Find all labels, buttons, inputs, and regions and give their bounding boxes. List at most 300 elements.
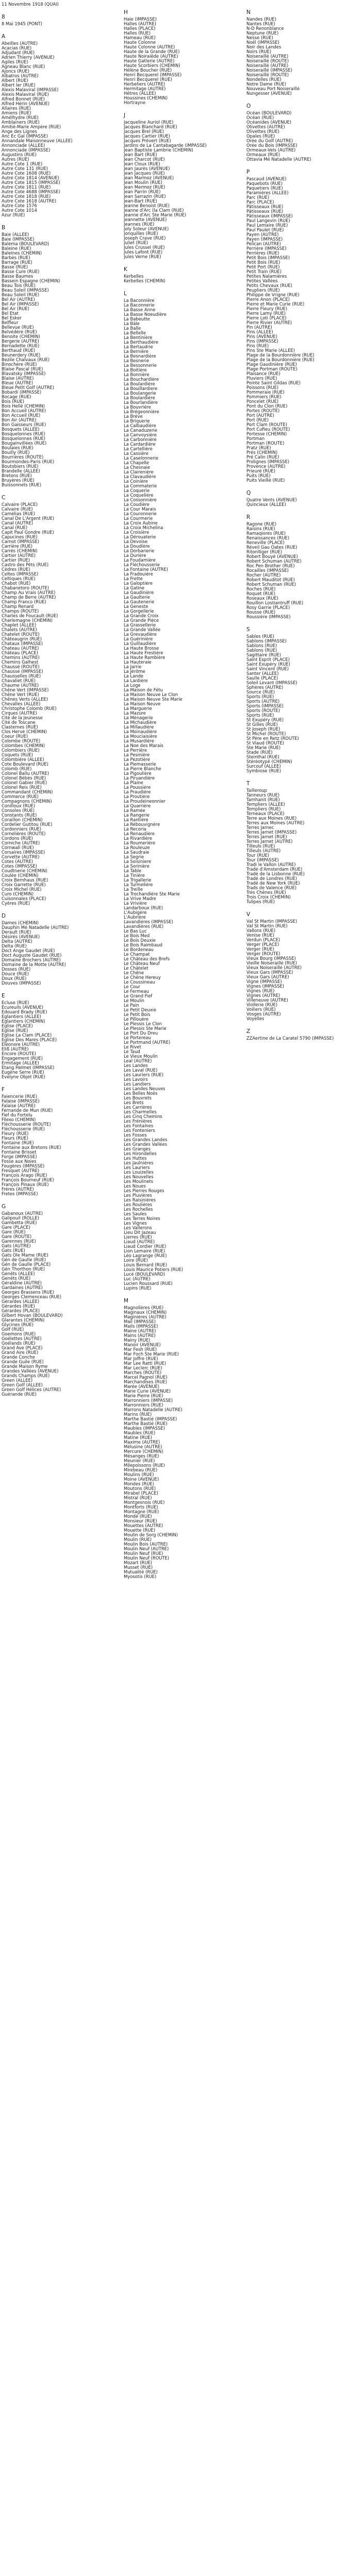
street-list-item[interactable]: Berthaud (RUE) [2,348,36,353]
street-list-item[interactable]: Amblainers (RUE) [2,120,40,125]
street-list-item[interactable]: Manoir (AVENUE) [124,1343,161,1347]
street-list-item[interactable]: Albert (RUE) [2,78,28,83]
street-list-item[interactable]: Charles de Foucault (RUE) [2,614,58,618]
street-list-item[interactable]: Bezile Chalvaux (RUE) [2,358,50,362]
street-list-item[interactable]: Blaise Pascal (RUE) [2,367,43,371]
street-list-item[interactable]: Les Vignes [124,1221,147,1226]
street-list-item[interactable]: Champ de Berre (AUTRE) [2,595,56,600]
street-list-item[interactable]: Sablons (RUE) [246,648,277,653]
street-list-item[interactable]: Coudtnerie (CHEMIN) [2,869,47,873]
street-list-item[interactable]: Fléchousserie (ROUTE) [2,1122,51,1127]
street-list-item[interactable]: Bocage (RUE) [2,395,31,399]
street-list-item[interactable]: Calvaire (PLACE) [2,502,38,507]
street-list-item[interactable]: Consoles (RUE) [2,808,35,813]
street-list-item[interactable]: Agiles (RUE) [2,60,28,64]
street-list-item[interactable]: Plage Portman (ROUTE) [246,367,297,371]
street-list-item[interactable]: La Berthaudière [124,340,159,345]
street-list-item[interactable]: Alexis Malaviral (RUE) [2,92,49,97]
street-list-item[interactable]: Les Nouvelles [124,1175,154,1179]
street-list-item[interactable]: Alfred Bonnet (RUE) [2,97,45,101]
street-list-item[interactable]: Marcel Pagnol (RUE) [124,1375,168,1380]
street-list-item[interactable]: Le Portmand (AUTRE) [124,1040,171,1045]
street-list-item[interactable]: Saint Vincent (RUE) [246,667,289,671]
street-list-item[interactable]: Jean Baptiste Lambrie (CHEMIN) [124,148,193,152]
street-list-item[interactable]: Vosges (AUTRE) [246,1012,281,1016]
street-list-item[interactable]: Stade (RUE) [246,750,273,755]
street-list-item[interactable]: Domaine de la Motte (AUTRE) [2,962,66,967]
street-list-item[interactable]: Champ Renard [2,604,34,609]
street-list-item[interactable]: Compagnons (CHEMIN) [2,799,52,804]
street-list-item[interactable]: Nouveau Port Noiseraillé [246,87,300,91]
street-list-item[interactable]: Celtes (IMPASSE) [2,572,39,577]
street-list-item[interactable]: Adjudant (RUE) [2,50,35,55]
street-list-item[interactable]: Pommiers (RUE) [246,395,281,399]
street-list-item[interactable]: St Michel (ROUTE) [246,732,286,736]
street-list-item[interactable]: Moulin (RUE) [124,1537,152,1542]
street-list-item[interactable]: Roquet (RUE) [246,591,276,596]
street-list-item[interactable]: Jean Jaurès (AVENUE) [124,166,170,171]
street-list-item[interactable]: Albert Ier (RUE) [2,83,36,88]
street-list-item[interactable]: Pommeraie (RUE) [246,390,285,395]
street-list-item[interactable]: Ajoncs (RUE) [2,69,29,74]
street-list-item[interactable]: Le Bordeneau [124,947,154,952]
street-list-item[interactable]: La Proudeineonnier [124,799,165,804]
street-list-item[interactable]: Annandale Maisonneuve (ALLÉE) [2,139,73,143]
street-list-item[interactable]: Marie Pierre (RUE) [124,1394,163,1398]
street-list-item[interactable]: Gats (AUTRE) [2,1244,31,1248]
street-list-item[interactable]: Autre Cote 4688 (IMPASSE) [2,190,60,194]
street-list-item[interactable]: Cirques (AUTRE) [2,711,37,716]
street-list-item[interactable]: Genêts (ALLÉE) [2,1272,35,1276]
street-list-item[interactable]: Houssines (CHEMIN) [124,96,168,100]
street-list-item[interactable]: St Exupéry (RUE) [246,718,284,722]
street-list-item[interactable]: La Perrière [124,748,147,753]
street-list-item[interactable]: Ormeaux-Veis (AUTRE) [246,148,296,152]
street-list-item[interactable]: Sables (RUE) [246,634,275,639]
street-list-item[interactable]: Chaplet (ALLÉE) [2,623,37,628]
street-list-item[interactable]: Portman (ROUTE) [246,441,285,446]
street-list-item[interactable]: Les Fosses [124,1133,147,1138]
street-list-item[interactable]: La Briquerie [124,419,150,423]
street-list-item[interactable]: Mail (IMPASSE) [124,1319,156,1324]
street-list-item[interactable]: La Cardardière [124,442,156,447]
street-list-item[interactable]: La Roumerière [124,841,155,845]
street-list-item[interactable]: La Caselonnerie [124,456,159,461]
street-list-item[interactable]: Jacques Blanchard (RUE) [124,125,177,129]
street-list-item[interactable]: Saint Exupéry (RUE) [246,662,290,667]
street-list-item[interactable]: Louis Maurice Potiers (RUE) [124,1267,184,1272]
street-list-item[interactable]: Loire (RUE) [124,1258,148,1263]
street-list-item[interactable]: Constants (RUE) [2,813,37,818]
street-list-item[interactable]: Cordons (RUE) [2,836,33,841]
street-list-item[interactable]: Mistral (RUE) [124,1496,152,1500]
street-list-item[interactable]: Désirés (AVENUE) [2,935,40,939]
street-list-item[interactable]: Hêtres (ALLÉE) [124,91,156,96]
street-list-item[interactable]: Bourmondes-Paris (RUE) [2,460,55,464]
street-list-item[interactable]: Montforts (RUE) [124,1505,158,1510]
street-list-item[interactable]: Mails (IMPASSE) [124,1324,158,1329]
street-list-item[interactable]: La Poussière [124,785,151,790]
street-list-item[interactable]: Paul Lemaire (RUE) [246,223,288,228]
street-list-item[interactable]: Mains (AUTRE) [124,1333,156,1338]
street-list-item[interactable]: Réveil Gau Oates (RUE) [246,545,297,550]
street-list-item[interactable]: La Jarrie [124,665,142,669]
street-list-item[interactable]: Boutobiers (RUE) [2,464,39,469]
street-list-item[interactable]: Chateau (AUTRE) [2,646,39,651]
street-list-item[interactable]: Jean Charcot (RUE) [124,157,165,162]
street-list-item[interactable]: Vignes (RUE) [246,989,275,993]
street-list-item[interactable]: Prieuré (RUE) [246,469,275,473]
street-list-item[interactable]: Noirs (RUE) [246,49,271,54]
street-list-item[interactable]: La Vrivière [124,901,147,906]
street-list-item[interactable]: La Boulangerie [124,391,156,396]
street-list-item[interactable]: Bouilly (RUE) [2,450,30,455]
street-list-item[interactable]: La Gautenerie [124,600,155,604]
street-list-item[interactable]: La Courmerie [124,516,153,521]
street-list-item[interactable]: Cote Boulevard (RUE) [2,762,48,767]
street-list-item[interactable]: Buissonnets (RUE) [2,483,42,487]
street-list-item[interactable]: Baleine (RUE) [2,246,31,251]
street-list-item[interactable]: Fleury (RUE) [2,1131,29,1136]
street-list-item[interactable]: Cartier (AUTRE) [2,553,36,558]
street-list-item[interactable]: Pelican (AUTRE) [246,242,281,246]
street-list-item[interactable]: Colombe (ROUTE) [2,739,41,743]
street-list-item[interactable]: Cartier (RUE) [2,558,30,563]
street-list-item[interactable]: Brandelle (ALLÉE) [2,469,40,473]
street-list-item[interactable]: La Croix Michelina [124,526,163,530]
street-list-item[interactable]: Liaud Cordier (RUE) [124,1244,167,1249]
street-list-item[interactable]: Plage de la Bourdonnière (RUE) [246,358,314,362]
street-list-item[interactable]: Moulin de Sorg (CHEMIN) [124,1533,178,1537]
street-list-item[interactable]: Jacques Brel (RUE) [124,129,164,134]
street-list-item[interactable]: Les Fontaines [124,1124,154,1128]
street-list-item[interactable]: Église (PLACE) [2,1024,33,1028]
street-list-item[interactable]: Provence (AUTRE) [246,464,286,469]
street-list-item[interactable]: Basse Baumes [2,274,34,279]
street-list-item[interactable]: Maubles (IMPASSE) [124,1426,165,1431]
street-list-item[interactable]: Portman [246,436,265,441]
street-list-item[interactable]: Le Château des Brefs [124,957,170,961]
street-list-item[interactable]: Pin (AUTRE) [246,325,272,330]
street-list-item[interactable]: Les Fonteniers [124,1128,155,1133]
street-list-item[interactable]: Ermitage (ALLÉE) [2,1061,39,1065]
street-list-item[interactable]: Philippe de Vrigne (RUE) [246,293,300,297]
street-list-item[interactable]: Milepoissons (RUE) [124,1463,165,1468]
street-list-item[interactable]: Pierre Lamy (RUE) [246,311,286,316]
street-list-item[interactable]: Val St Martin (IMPASSE) [246,919,297,924]
street-list-item[interactable]: Église Des Mares (PLACE) [2,1038,57,1042]
street-list-item[interactable]: Domaine Brochers (AUTRE) [2,958,61,962]
street-list-item[interactable]: Éléonore (AUTRE) [2,1042,40,1047]
street-list-item[interactable]: Binochère (RUE) [2,362,37,367]
street-list-item[interactable]: Le Vieux Moulin [124,1054,158,1059]
street-list-item[interactable]: Nondelles (RUE) [246,77,281,82]
street-list-item[interactable]: Marthe Bastié (RUE) [124,1421,168,1426]
street-list-item[interactable]: Bel Etat [2,311,19,316]
street-list-item[interactable]: La Gaulterie [124,595,151,600]
street-list-item[interactable]: Verger (RUE) [246,947,274,952]
street-list-item[interactable]: La Brève [124,414,143,419]
street-list-item[interactable]: Gérardes (ALLÉE) [2,1299,40,1304]
street-list-item[interactable]: Glycines (RUE) [2,1323,34,1327]
street-list-item[interactable]: Gare (PLACE) [2,1225,30,1230]
street-list-item[interactable]: Autre Cote 1576 [2,204,37,208]
street-list-item[interactable]: Genêts (RUE) [2,1276,31,1281]
street-list-item[interactable]: La Frette [124,577,143,581]
street-list-item[interactable]: La Bernière [124,349,148,354]
street-list-item[interactable]: Grande Guile (RUE) [2,1360,44,1364]
street-list-item[interactable]: Maginières (AUTRE) [124,1315,167,1319]
street-list-item[interactable]: Mar Lee Ratti (RUE) [124,1361,167,1366]
street-list-item[interactable]: Bosquelonnes (RUE) [2,436,46,441]
street-list-item[interactable]: Source (RUE) [246,690,275,694]
street-list-item[interactable]: Bergerie (AUTRE) [2,339,39,344]
street-list-item[interactable]: Terres Jarnet (IMPASSE) [246,830,297,835]
street-list-item[interactable]: Pierre et Marie Curie (RUE) [246,302,305,307]
street-list-item[interactable]: Fresquet (AUTRE) [2,1168,40,1173]
street-list-item[interactable]: Nungesser (AVENUE) [246,91,292,96]
street-list-item[interactable]: La Bouchardière [124,377,159,382]
street-list-item[interactable]: La Boulardière [124,382,155,386]
street-list-item[interactable]: Hélène Boucher (RUE) [124,68,172,73]
street-list-item[interactable]: Etang Helmet (IMPASSE) [2,1065,55,1070]
street-list-item[interactable]: La Basse Anne [124,308,156,312]
street-list-item[interactable]: Jules Verne (RUE) [124,255,161,259]
street-list-item[interactable]: Engagement (RUE) [2,1056,43,1061]
street-list-item[interactable]: Calvaire (RUE) [2,507,33,512]
street-list-item[interactable]: La Coinière [124,479,148,484]
street-list-item[interactable]: Barbès (RUE) [2,256,30,260]
street-list-item[interactable]: Croix Bernhaus (RUE) [2,878,48,883]
street-list-item[interactable]: La Foudamière [124,558,156,563]
street-list-item[interactable]: La Ménagerie [124,716,153,720]
street-list-item[interactable]: Lupins (RUE) [124,1286,152,1291]
street-list-item[interactable]: Payen (AUTRE) [246,232,279,237]
street-list-item[interactable]: La Mazure [124,711,146,716]
street-list-item[interactable]: Pascaud (AVENUE) [246,177,287,181]
street-list-item[interactable]: Les Landes Neuves [124,1087,165,1091]
street-list-item[interactable]: Cotes (IMPASSE) [2,864,37,869]
street-list-item[interactable]: Kerbelles (CHEMIN) [124,279,165,283]
street-list-item[interactable]: Bon Air (AUTRE) [2,418,37,422]
street-list-item[interactable]: Charlemagne (CHEMIN) [2,618,53,623]
street-list-item[interactable]: La Grevaudière [124,632,157,637]
street-list-item[interactable]: Tradi le Vallon (AUTRE) [246,862,296,867]
street-list-item[interactable]: La Clairenière [124,470,154,474]
street-list-item[interactable]: Eugène Serre (RUE) [2,1070,44,1075]
street-list-item[interactable]: Vignes (IMPASSE) [246,984,285,989]
street-list-item[interactable]: Les Bouvrets [124,1096,152,1100]
street-list-item[interactable]: Léo Lagrange (RUE) [124,1253,167,1258]
street-list-item[interactable]: Sablons (IMPASSE) [246,639,287,643]
street-list-item[interactable]: St Gilles (RUE) [246,722,278,727]
street-list-item[interactable]: Forge (IMPASSE) [2,1155,37,1159]
street-list-item[interactable]: Canal (AUTRE) [2,521,34,526]
street-list-item[interactable]: La Renaudière [124,832,155,836]
street-list-item[interactable]: Noiseraillé (ROUTE) [246,73,289,77]
street-list-item[interactable]: Édouard Brady (RUE) [2,1010,47,1014]
street-list-item[interactable]: Amiens (RUE) [2,111,31,115]
street-list-item[interactable]: La Fontaine (AUTRE) [124,567,168,572]
street-list-item[interactable]: Hermitage (AUTRE) [124,87,166,91]
street-list-item[interactable]: Chabot (RUE) [2,581,31,586]
street-list-item[interactable]: La Vrive Madre [124,896,156,901]
street-list-item[interactable]: Halles (RUE) [124,31,151,36]
street-list-item[interactable]: Notre Dame (RUE) [246,82,287,87]
street-list-item[interactable]: Gardaines (AUTRE) [2,1285,43,1290]
street-list-item[interactable]: La Cartellière [124,447,153,451]
street-list-item[interactable]: La Carbonnière [124,437,157,442]
street-list-item[interactable]: Evelyne Objet (RUE) [2,1075,45,1079]
street-list-item[interactable]: Alexis Malaviral (IMPASSE) [2,88,59,92]
street-list-item[interactable]: Autre Cote 1814 (AVENUE) [2,176,59,180]
street-list-item[interactable]: Villeneuve (AUTRE) [246,998,288,1003]
street-list-item[interactable]: Clasternes (RUE) [2,725,38,730]
street-list-item[interactable]: La Gatine [124,586,145,590]
street-list-item[interactable]: La Rangerie [124,813,150,818]
street-list-item[interactable]: St Viaud (ROUTE) [246,741,285,745]
street-list-item[interactable]: La Moinaudière [124,730,157,734]
street-list-item[interactable]: Haute Colonne (AUTRE) [124,45,175,49]
street-list-item[interactable]: Christophe Colomb (RUE) [2,706,57,711]
street-list-item[interactable]: La Commaterie [124,484,157,488]
street-list-item[interactable]: Grandes Vallées (AVENUE) [2,1369,59,1374]
street-list-item[interactable]: Tradé de Londres (RUE) [246,876,297,881]
street-list-item[interactable]: La Lardière [124,679,148,683]
street-list-item[interactable]: Chalets (AUTRE) [2,628,37,632]
street-list-item[interactable]: Pâtisseaux (RUE) [246,209,284,214]
street-list-item[interactable]: Mar Fesh (RUE) [124,1347,157,1352]
street-list-item[interactable]: Dauphin Mé Natadelle (AUTRE) [2,925,69,930]
street-list-item[interactable]: Les Belles Noës [124,1091,158,1096]
street-list-item[interactable]: Anc Ec Gal (IMPASSE) [2,134,48,139]
street-list-item[interactable]: Pierre Fleury (RUE) [246,307,288,311]
street-list-item[interactable]: Bel Air (IMPASSE) [2,302,39,307]
street-list-item[interactable]: Delta (RUE) [2,944,27,948]
street-list-item[interactable]: Galipouil (ROLLE) [2,1216,39,1221]
street-list-item[interactable]: Jonquilles (RUE) [124,231,158,236]
street-list-item[interactable]: Tilleuls (AUTRE) [246,849,281,853]
street-list-item[interactable]: N-D Renonblance [246,26,284,31]
street-list-item[interactable]: La Piemasserie [124,762,156,767]
street-list-item[interactable]: Lavandières (IMPASSE) [124,920,173,924]
street-list-item[interactable]: Mar Joffre (RUE) [124,1357,158,1361]
street-list-item[interactable]: La Boitière [124,368,147,372]
street-list-item[interactable]: La Besnardière [124,354,156,359]
street-list-item[interactable]: Jacqueline Auriol (RUE) [124,120,174,125]
street-list-item[interactable]: La Geneste [124,604,148,609]
street-list-item[interactable]: Georges Brassens (RUE) [2,1290,54,1295]
street-list-item[interactable]: Renaissances (RUE) [246,536,290,540]
street-list-item[interactable]: Cordelier Gutitou (RUE) [2,822,53,827]
street-list-item[interactable]: La Brégeonnière [124,410,159,414]
street-list-item[interactable]: Jean Cloux (RUE) [124,162,160,166]
street-list-item[interactable]: La Sorinière [124,864,150,869]
street-list-item[interactable]: Lierres (RUE) [124,1235,152,1240]
street-list-item[interactable]: La Haute Brosse [124,646,159,651]
street-list-item[interactable]: Rocailles (IMPASSE) [246,568,289,573]
street-list-item[interactable]: Les Granges [124,1147,151,1151]
street-list-item[interactable]: Autre Cote 131 (RUE) [2,166,48,171]
street-list-item[interactable]: Les Grandes Landes [124,1138,168,1142]
street-list-item[interactable]: Bretons (RUE) [2,473,32,478]
street-list-item[interactable]: Monsieur (RUE) [124,1519,157,1523]
street-list-item[interactable]: Prolignes (IMPASSE) [246,460,290,464]
street-list-item[interactable]: Ormeaux (RUE) [246,152,280,157]
street-list-item[interactable]: Dosses (RUE) [2,967,31,972]
street-list-item[interactable]: Musset (RUE) [124,1565,153,1570]
street-list-item[interactable]: La Couronnerie [124,512,157,516]
street-list-item[interactable]: Douves (IMPASSE) [2,981,41,986]
street-list-item[interactable]: Les Carrières [124,1105,152,1110]
street-list-item[interactable]: Robert Bouyé (AVENUE) [246,554,298,559]
street-list-item[interactable]: Autre Cote 1 (RUE) [2,162,43,166]
street-list-item[interactable]: Tanneurs (RUE) [246,793,280,798]
street-list-item[interactable]: Petit Bois (IMPASSE) [246,256,290,260]
street-list-item[interactable]: Pins Ste Marie (ALLÉE) [246,348,295,353]
street-list-item[interactable]: Autres (RUE) [2,157,29,162]
street-list-item[interactable]: La Canvoysière [124,433,157,437]
street-list-item[interactable]: La Rantière [124,818,148,822]
street-list-item[interactable]: Gén de Gaulle (RUE) [2,1258,46,1262]
street-list-item[interactable]: Henri Becquerel (IMPASSE) [124,73,182,77]
street-list-item[interactable]: La Saudraie [124,850,150,855]
street-list-item[interactable]: Le Taud [124,1049,140,1054]
street-list-item[interactable]: Le Pillouère [124,1017,149,1022]
street-list-item[interactable]: Bel Air (AUTRE) [2,297,35,302]
street-list-item[interactable]: Grande Conche [2,1355,35,1360]
street-list-item[interactable]: La Chapelle [124,461,150,465]
street-list-item[interactable]: La Galoptière [124,581,153,586]
street-list-item[interactable]: Abeilles (AUTRE) [2,41,38,46]
street-list-item[interactable]: Hortrayne [124,100,146,105]
street-list-item[interactable]: La Maison Neuve Le Clon [124,692,178,697]
street-list-item[interactable]: François Arago (RUE) [2,1173,47,1178]
street-list-item[interactable]: Filexo (CHEMIN) [2,1117,36,1122]
street-list-item[interactable]: Mondé (RUE) [124,1514,152,1519]
street-list-item[interactable]: La Bonnière [124,372,150,377]
street-list-item[interactable]: Corsaires (IMPASSE) [2,850,45,855]
street-list-item[interactable]: Le Château Neuf [124,961,160,966]
street-list-item[interactable]: Les Lauriers (RUE) [124,1073,163,1077]
street-list-item[interactable]: Gats (RUE) [2,1248,25,1253]
street-list-item[interactable]: Moulin Neuf (RUE) [124,1551,163,1556]
street-list-item[interactable]: Louis Bernard (RUE) [124,1263,167,1267]
street-list-item[interactable]: Les Laval (RUE) [124,1068,158,1073]
street-list-item[interactable]: Champs (ROUTE) [2,609,39,614]
street-list-item[interactable]: Le Chêne Hereuy [124,975,161,980]
street-list-item[interactable]: Quincieux (ALLÉE) [246,502,286,507]
street-list-item[interactable]: Paul Langevin (RUE) [246,218,290,223]
street-list-item[interactable]: Chêne Vert (IMPASSE) [2,688,49,692]
street-list-item[interactable]: Moulins (RUE) [124,1472,154,1477]
street-list-item[interactable]: La Devoise [124,539,147,544]
street-list-item[interactable]: Bellevue (RUE) [2,325,34,330]
street-list-item[interactable]: Stéréotypé (CHEMIN) [246,759,292,764]
street-list-item[interactable]: Roc Pen Brother (RUE) [246,564,295,568]
street-list-item[interactable]: Trads de Valence (RUE) [246,886,297,890]
street-list-item[interactable]: La Praudière [124,790,151,794]
street-list-item[interactable]: Green Golf Hélices (AUTRE) [2,1387,61,1392]
street-list-item[interactable]: La Rébouvignère [124,822,160,827]
street-list-item[interactable]: Pins (IMPASSE) [246,339,278,344]
street-list-item[interactable]: Falaise (IMPASSE) [2,1099,40,1104]
street-list-item[interactable]: Amitié-Marie Ampère (RUE) [2,125,61,129]
street-list-item[interactable]: Noël (IMPASSE) [246,40,279,45]
street-list-item[interactable]: Gérardes (PLACE) [2,1309,40,1313]
street-list-item[interactable]: La Dorbanerie [124,549,155,553]
street-list-item[interactable]: Jean Moulin (RUE) [124,180,162,185]
